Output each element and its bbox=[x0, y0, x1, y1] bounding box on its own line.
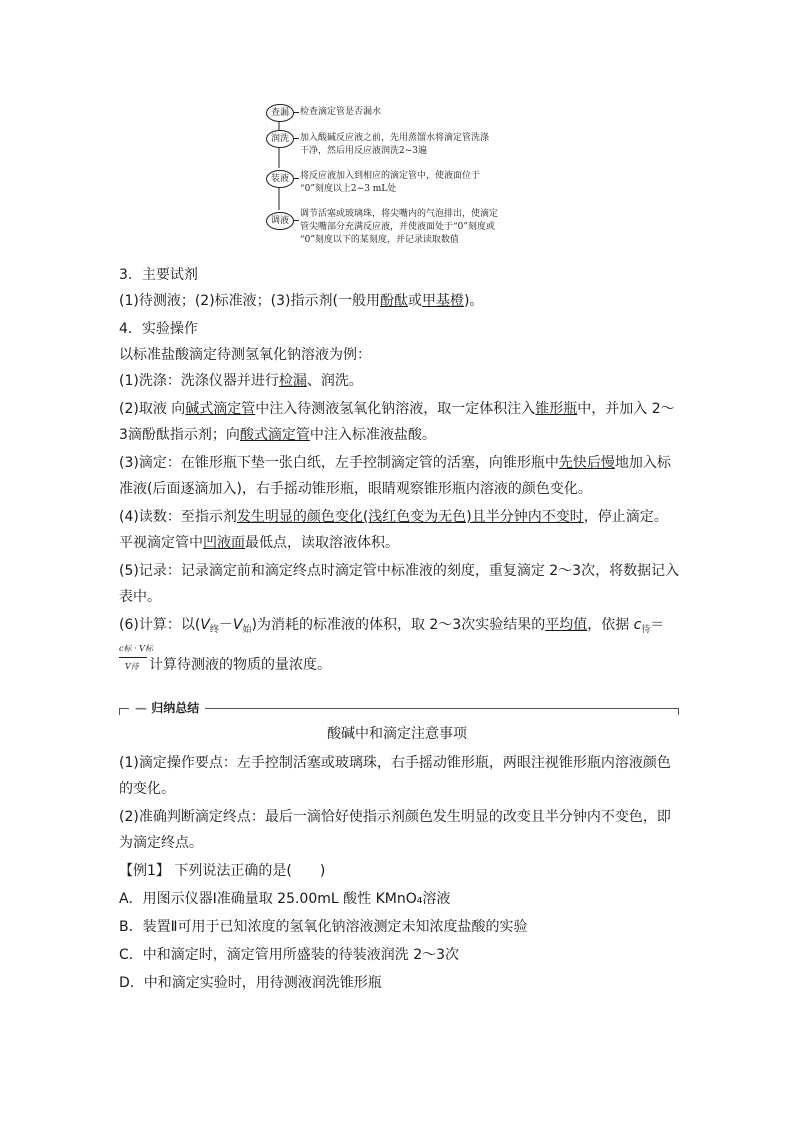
concentration-formula bbox=[119, 643, 153, 677]
step-take-liquid-1: (2)取液 向碱式滴定管中注入待测液氢氧化钠溶液，取一定体积注入锥形瓶中，并加入 2～ bbox=[119, 401, 675, 417]
flow-step-tag: 装液 bbox=[266, 170, 294, 188]
flow-step-text: 检查滴定管是否漏水 bbox=[300, 107, 382, 117]
flow-step-text: 加入酸碱反应液之前，先用蒸馏水将滴定管洗涤 干净，然后用反应液润洗2~3遍 bbox=[300, 133, 490, 156]
flow-step-tag: 润洗 bbox=[266, 130, 294, 148]
flow-step-rinse bbox=[262, 130, 552, 166]
step-record-2: 表中。 bbox=[119, 589, 161, 605]
flow-step-tag: 查漏 bbox=[266, 104, 294, 122]
example-option-b: B．装置Ⅱ可用于已知浓度的氢氧化钠溶液测定未知浓度盐酸的实验 bbox=[119, 919, 528, 935]
summary-title: 酸碱中和滴定注意事项 bbox=[327, 726, 467, 742]
summary-point-2b: 为滴定终点。 bbox=[119, 835, 203, 851]
section-4-heading: 4．实验操作 bbox=[119, 321, 198, 337]
step-read-1: (4)读数：至指示剂发生明显的颜色变化(浅红色变为无色)且半分钟内不变时，停止滴定。 bbox=[119, 509, 668, 525]
example-stem: 【例1】 下列说法正确的是( ) bbox=[119, 863, 326, 879]
step-titrate-2: 准液(后面逐滴加入)，右手摇动锥形瓶，眼睛观察锥形瓶内溶液的颜色变化。 bbox=[119, 481, 592, 497]
summary-banner bbox=[119, 700, 679, 716]
formula-numerator: c标 · V标 bbox=[119, 644, 153, 653]
flow-step-fill bbox=[262, 168, 552, 204]
summary-label: — 归纳总结 bbox=[129, 700, 205, 716]
example-option-a: A．用图示仪器Ⅰ准确量取 25.00mL 酸性 KMnO₄溶液 bbox=[119, 891, 451, 907]
step-read-2: 平视滴定管中凹液面最低点，读取溶液体积。 bbox=[119, 535, 399, 551]
step-calc-2: 计算待测液的物质的量浓度。 bbox=[149, 657, 331, 673]
section-3-heading: 3．主要试剂 bbox=[119, 267, 198, 283]
flow-step-text: 调节活塞或玻璃珠，将尖嘴内的气泡排出，使滴定 管尖嘴部分充满反应液，并使液面处于“0”刻度或 “0”刻度以下的某刻度，并记录读取数值 bbox=[300, 209, 499, 245]
flow-step-text: 将反应液加入到相应的滴定管中，使液面位于 “0”刻度以上2~3 mL处 bbox=[300, 171, 481, 194]
summary-point-2a: (2)准确判断滴定终点：最后一滴恰好使指示剂颜色发生明显的改变且半分钟内不变色，即 bbox=[119, 809, 671, 825]
formula-denominator: V待 bbox=[125, 662, 139, 671]
flow-step-adjust bbox=[262, 208, 552, 244]
operation-intro: 以标准盐酸滴定待测氢氧化钠溶液为例： bbox=[119, 347, 371, 363]
example-option-d: D．中和滴定实验时，用待测液润洗锥形瓶 bbox=[119, 975, 382, 991]
step-record-1: (5)记录：记录滴定前和滴定终点时滴定管中标准液的刻度，重复滴定 2～3次，将数据记入 bbox=[119, 563, 680, 579]
step-wash: (1)洗涤：洗涤仪器并进行检漏、润洗。 bbox=[119, 373, 363, 389]
step-titrate-1: (3)滴定：在锥形瓶下垫一张白纸，左手控制滴定管的活塞，向锥形瓶中先快后慢地加入标 bbox=[119, 455, 671, 471]
flow-step-tag: 调液 bbox=[266, 212, 294, 230]
flowchart bbox=[262, 100, 552, 260]
example-option-c: C．中和滴定时，滴定管用所盛装的待装液润洗 2～3次 bbox=[119, 947, 460, 963]
step-calc-1: (6)计算：以$(V_终-V_始)$为消耗的标准液的体积，取 2～3次实验结果的平均值，依据 $c_待=$ bbox=[119, 617, 665, 635]
reagents-line: (1)待测液；(2)标准液；(3)指示剂(一般用酚酞或甲基橙)。 bbox=[119, 293, 484, 309]
summary-point-1b: 的变化。 bbox=[119, 781, 175, 797]
step-take-liquid-2: 3滴酚酞指示剂；向酸式滴定管中注入标准液盐酸。 bbox=[119, 427, 436, 443]
summary-point-1a: (1)滴定操作要点：左手控制活塞或玻璃珠，右手摇动锥形瓶，两眼注视锥形瓶内溶液颜色 bbox=[119, 755, 671, 771]
